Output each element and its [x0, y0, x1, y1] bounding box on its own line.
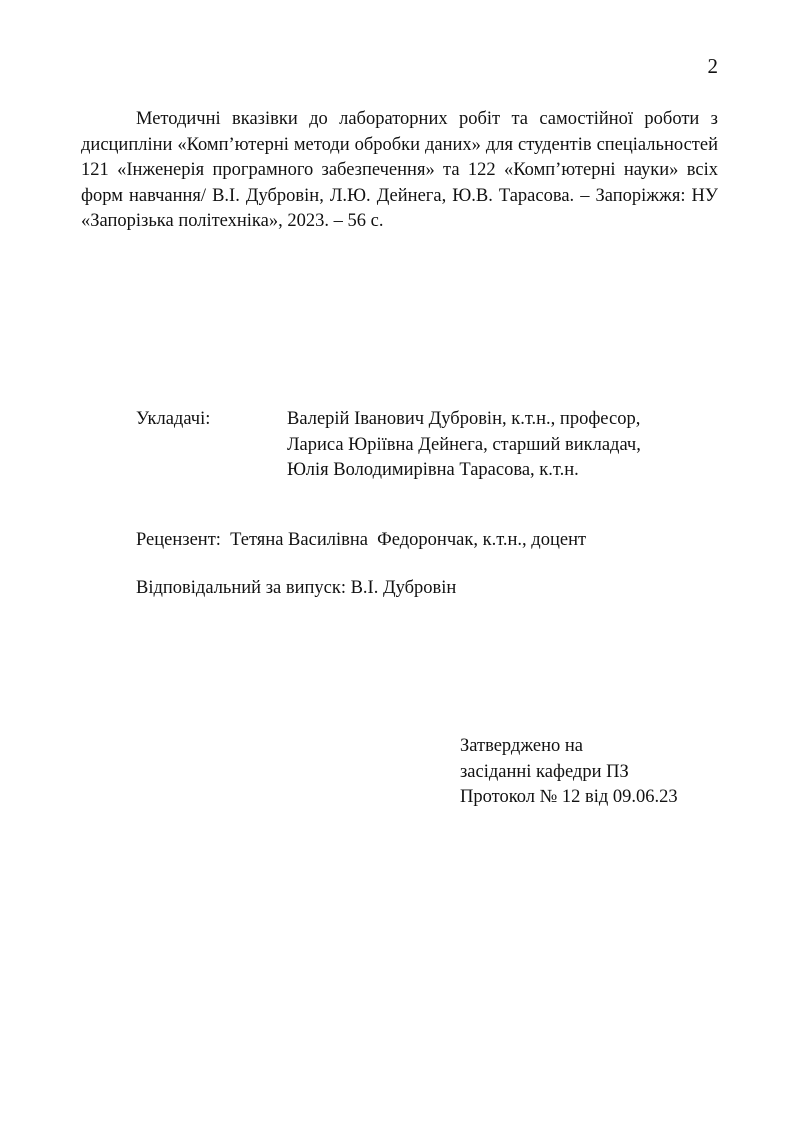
compiler-name: Юлія Володимирівна Тарасова, к.т.н. [287, 460, 579, 480]
approval-line: Протокол № 12 від 09.06.23 [460, 787, 678, 807]
compilers-label: Укладачі: [136, 409, 211, 429]
reviewer-line: Рецензент: Тетяна Василівна Федорончак, к.т.н., доцент [136, 530, 587, 550]
approval-block [460, 734, 678, 811]
compiler-name: Валерій Іванович Дубровін, к.т.н., професор, [287, 409, 641, 429]
page-number: 2 [707, 54, 718, 78]
compiler-name: Лариса Юріївна Дейнега, старший викладач, [287, 434, 641, 455]
responsible-for-issue-line: Відповідальний за випуск: В.І. Дубровін [136, 578, 457, 598]
approval-line: засіданні кафедри ПЗ [460, 761, 629, 782]
bibliographic-annotation: Методичні вказівки до лабораторних робіт та самостійної роботи з дисципліни «Комп’ютерні методи обробки даних» для студентів спеціальностей 121 «Інженерія програмного забезпечення» та 122 «Комп’ютерні науки» всіх форм навчання/ В.І. Дубровін, Л.Ю. Дейнега, Ю.В. Тарасова. – Запоріжжя: НУ «Запорізька політехніка», 2023. – 56 с. [81, 109, 718, 231]
compilers-list [287, 407, 641, 484]
approval-line: Затверджено на [460, 736, 583, 756]
